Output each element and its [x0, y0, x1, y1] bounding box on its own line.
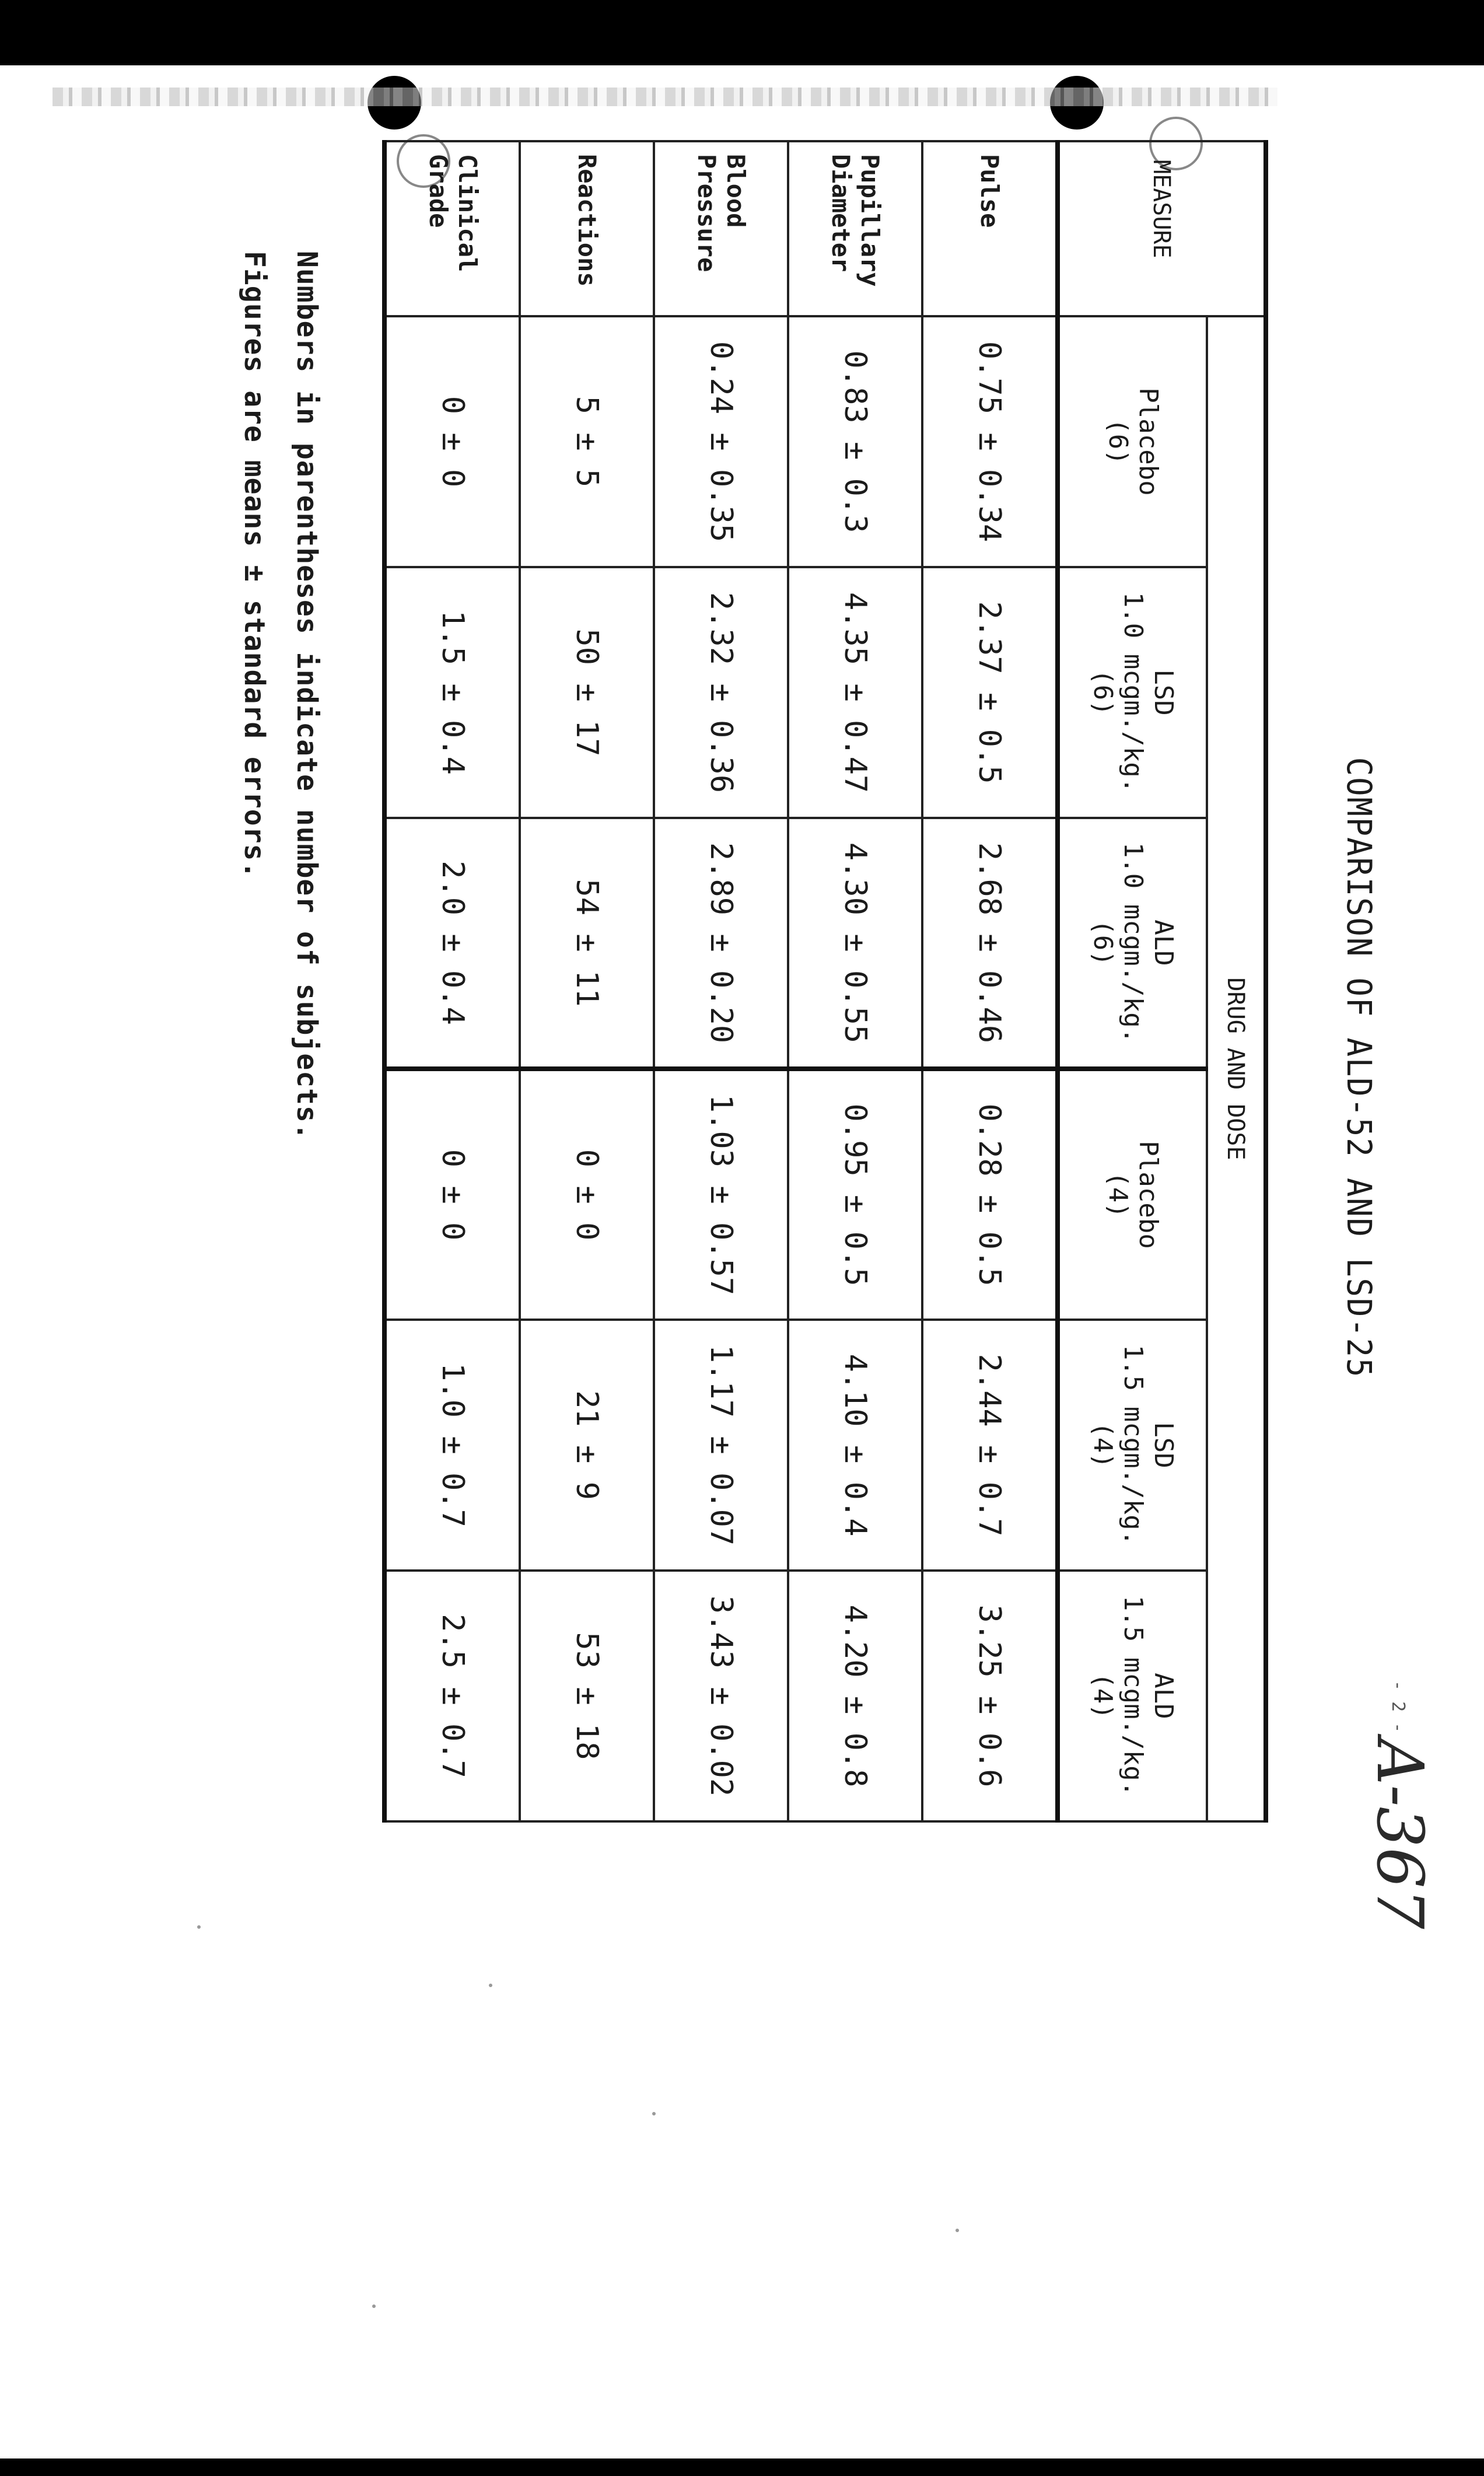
table-cell: 0.28 ± 0.5: [922, 1069, 1058, 1320]
table-cell: 21 ± 9: [520, 1320, 654, 1571]
table-cell: 0.24 ± 0.35: [654, 316, 788, 567]
table-group-header-row: [1207, 141, 1266, 1821]
column-header-name: ALD: [1149, 919, 1178, 966]
table-cell: 0 ± 0: [384, 1069, 520, 1320]
column-header-name: Placebo: [1133, 1141, 1163, 1249]
table-cell: 0.95 ± 0.5: [788, 1069, 922, 1320]
scan-speck: [652, 2112, 656, 2115]
table-cell: 0.75 ± 0.34: [922, 316, 1058, 567]
table-cell: 1.0 ± 0.7: [384, 1320, 520, 1571]
scan-speck: [489, 1984, 492, 1987]
table-cell: 4.20 ± 0.8: [788, 1571, 922, 1821]
column-header-dose: 1.0 mcgm./kg.: [1118, 842, 1148, 1044]
table-cell: 3.43 ± 0.02: [654, 1571, 788, 1821]
table-cell: 53 ± 18: [520, 1571, 654, 1821]
footnote-subjects: Numbers in parentheses indicate number of subjects.: [290, 251, 323, 1141]
table-cell: 2.68 ± 0.46: [922, 818, 1058, 1069]
table-cell: 2.5 ± 0.7: [384, 1571, 520, 1821]
column-header-name: ALD: [1149, 1673, 1178, 1719]
row-label-line: Clinical: [453, 154, 482, 272]
table-cell: 4.10 ± 0.4: [788, 1320, 922, 1571]
table-cell: 2.32 ± 0.36: [654, 567, 788, 818]
handwritten-page-id: A-367: [1363, 1739, 1437, 1929]
document-title: COMPARISON OF ALD-52 AND LSD-25: [1339, 757, 1379, 1379]
column-header-name: LSD: [1149, 1422, 1178, 1468]
row-label-line: Pressure: [692, 154, 721, 272]
table-row: [788, 141, 922, 1821]
column-header-n: (4): [1088, 1673, 1118, 1719]
column-header-n: (4): [1103, 1171, 1133, 1218]
page-mark: - 2 -: [1388, 1680, 1408, 1733]
table-cell: 1.03 ± 0.57: [654, 1069, 788, 1320]
row-label-line: Grade: [424, 154, 453, 228]
table-cell: 2.89 ± 0.20: [654, 818, 788, 1069]
table-cell: 0 ± 0: [384, 316, 520, 567]
column-header: [1058, 818, 1207, 1069]
table-row: [922, 141, 1058, 1821]
table-cell: 50 ± 17: [520, 567, 654, 818]
table-cell: 4.30 ± 0.55: [788, 818, 922, 1069]
table-row: [654, 141, 788, 1821]
corner-label-cell: MEASURE: [1058, 141, 1266, 316]
table-cell: 0 ± 0: [520, 1069, 654, 1320]
scan-speck: [372, 2304, 376, 2308]
row-label-line: Pupillary: [856, 154, 884, 287]
column-header: [1058, 567, 1207, 818]
column-header-n: (6): [1103, 418, 1133, 465]
table-row: [520, 141, 654, 1821]
column-header-name: Placebo: [1133, 387, 1163, 496]
row-label-line: Reactions: [573, 154, 601, 287]
row-label-line: Diameter: [827, 154, 855, 272]
table-cell: 3.25 ± 0.6: [922, 1571, 1058, 1821]
row-label: [788, 141, 922, 316]
table-cell: 5 ± 5: [520, 316, 654, 567]
table-cell: 2.0 ± 0.4: [384, 818, 520, 1069]
row-label-line: Pulse: [975, 154, 1004, 228]
table-cell: 2.37 ± 0.5: [922, 567, 1058, 818]
column-header-dose: 1.5 mcgm./kg.: [1118, 1595, 1148, 1797]
table-cell: 4.35 ± 0.47: [788, 567, 922, 818]
table-row: [384, 141, 520, 1821]
scan-speck: [197, 1925, 201, 1929]
footnote-means: Figures are means ± standard errors.: [238, 251, 271, 879]
group-header: DRUG AND DOSE: [1207, 316, 1266, 1821]
row-label-line: Blood: [722, 154, 750, 228]
column-header-dose: 1.0 mcgm./kg.: [1118, 592, 1148, 793]
column-header: [1058, 1571, 1207, 1821]
table-cell: 54 ± 11: [520, 818, 654, 1069]
table-cell: 0.83 ± 0.3: [788, 316, 922, 567]
column-header: [1058, 1320, 1207, 1571]
row-label: [520, 141, 654, 316]
column-header-n: (6): [1088, 669, 1118, 716]
column-header: [1058, 1069, 1207, 1320]
table-cell: 2.44 ± 0.7: [922, 1320, 1058, 1571]
scan-speck: [956, 2229, 959, 2232]
column-header: [1058, 316, 1207, 567]
table-column-header-row: [1058, 141, 1207, 1821]
comparison-table: [382, 140, 1268, 1823]
table-cell: 1.17 ± 0.07: [654, 1320, 788, 1571]
table-cell: 1.5 ± 0.4: [384, 567, 520, 818]
column-header-name: LSD: [1149, 669, 1178, 716]
row-label: [384, 141, 520, 316]
column-header-n: (6): [1088, 919, 1118, 966]
column-header-dose: 1.5 mcgm./kg.: [1118, 1344, 1148, 1546]
row-label: [922, 141, 1058, 316]
column-header-n: (4): [1088, 1422, 1118, 1468]
row-label: [654, 141, 788, 316]
